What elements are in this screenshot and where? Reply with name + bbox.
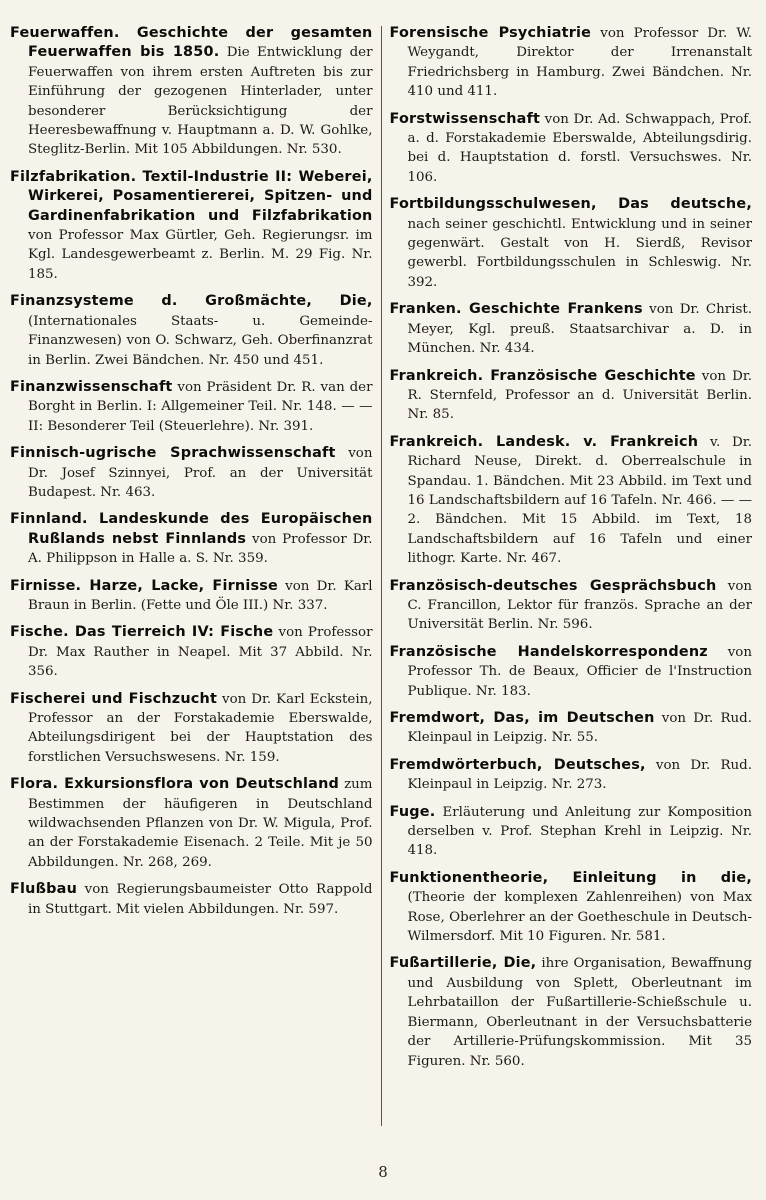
- catalog-entry: [10, 775, 373, 872]
- entry-heading: Fortbildungsschulwesen, Das deutsche,: [389, 196, 752, 213]
- entry-text: von Regierungsbaumeister Otto Rappold in Stuttgart. Mit vielen Abbildungen. Nr. 597.: [28, 882, 373, 917]
- entry-text: (Theorie der komplexen Zahlenreihen) von Max Rose, Oberlehrer an der Goetheschule in Deutsch-Wilmersdorf. Mit 10 Figuren. Nr. 581.: [407, 890, 752, 945]
- two-column-layout: [10, 24, 752, 1142]
- entry-heading: Franken. Geschichte Frankens: [389, 301, 643, 318]
- entry-heading: Fuge.: [389, 803, 436, 820]
- catalog-entry: [390, 433, 753, 569]
- entry-heading: Französisch-deutsches Gesprächsbuch: [389, 577, 717, 594]
- entry-text: Die Entwicklung der Feuerwaffen von ihrem ersten Auftreten bis zur Einführung der gezogenen Hinterlader, unter besonderer Berücksichtigung der Heeresbewaffnung v. Hauptmann a. D. W. Gohlke, Steglitz-Berlin. Mit 105 Abbildungen. Nr. 530.: [28, 45, 373, 158]
- catalog-entry: [10, 378, 373, 436]
- catalog-entry: [390, 756, 753, 795]
- entry-text: von Dr. Karl Eckstein, Professor an der Forstakademie Eberswalde, Abteilungsdirigent bei der Hauptstation des forstlichen Versuchswesens. Nr. 159.: [28, 691, 373, 765]
- entry-heading: Fischerei und Fischzucht: [10, 690, 218, 707]
- entry-text: von Dr. Rud. Kleinpaul in Leipzig. Nr. 55.: [407, 711, 752, 746]
- page-number: 8: [378, 1163, 388, 1181]
- catalog-entry: [390, 110, 753, 188]
- entry-text: von Professor Th. de Beaux, Officier de l'Instruction Publique. Nr. 183.: [407, 644, 752, 699]
- entry-heading: Forstwissenschaft: [389, 110, 541, 127]
- catalog-entry: [390, 869, 753, 947]
- left-column: [10, 24, 381, 927]
- entry-text: von Dr. Karl Braun in Berlin. (Fette und Öle III.) Nr. 337.: [28, 578, 373, 613]
- entry-heading: Französische Handelskorrespondenz: [389, 643, 708, 660]
- entry-text: Erläuterung und Anleitung zur Komposition derselben v. Prof. Stephan Krehl in Leipzig. Nr. 418.: [407, 804, 752, 859]
- entry-heading: Finnisch-ugrische Sprachwissenschaft: [10, 445, 336, 462]
- catalog-entry: [390, 195, 753, 292]
- catalog-entry: [10, 577, 373, 616]
- entry-heading: Finnland. Landeskunde des Europäischen Rußlands nebst Finnlands: [10, 511, 373, 547]
- entry-heading: Feuerwaffen. Geschichte der gesamten Feuerwaffen bis 1850.: [10, 25, 373, 61]
- entry-text: von Professor Dr. Max Rauther in Neapel. Mit 37 Abbild. Nr. 356.: [28, 625, 373, 680]
- entry-heading: Fremdwort, Das, im Deutschen: [389, 710, 655, 726]
- entry-text: von Dr. Christ. Meyer, Kgl. preuß. Staatsarchivar a. D. in München. Nr. 434.: [407, 302, 752, 357]
- catalog-entry: [390, 300, 753, 358]
- catalog-entry: [10, 292, 373, 370]
- catalog-entry: [390, 803, 753, 861]
- catalog-entry: [10, 690, 373, 768]
- entry-text: nach seiner geschichtl. Entwicklung und in seiner gegenwärt. Gestalt von H. Sierdß, Revisor gewerbl. Fortbildungsschulen in Schleswig. Nr. 392.: [407, 216, 752, 290]
- catalog-entry: [390, 24, 753, 102]
- catalog-entry: [390, 577, 753, 635]
- entry-text: von Professor Max Gürtler, Geh. Regierungsr. im Kgl. Landesgewerbeamt z. Berlin. M. 29 Fig. Nr. 185.: [28, 228, 373, 282]
- entry-heading: Flußbau: [10, 881, 78, 898]
- entry-heading: Filzfabrikation. Textil-Industrie II: Weberei, Wirkerei, Posamentiererei, Spitzen- und Gardinenfabrikation und Filzfabrikation: [10, 168, 373, 224]
- entry-text: von Dr. Ad. Schwappach, Prof. a. d. Forstakademie Eberswalde, Abteilungsdirig. bei d. Hauptstation d. forstl. Versuchswes. Nr. 106.: [407, 111, 752, 185]
- catalog-entry: [10, 444, 373, 502]
- entry-text: von Dr. R. Sternfeld, Professor an d. Universität Berlin. Nr. 85.: [407, 368, 752, 423]
- entry-text: von Präsident Dr. R. van der Borght in Berlin. I: Allgemeiner Teil. Nr. 148. — — II: Besonderer Teil (Steuerlehre). Nr. 391.: [28, 379, 373, 434]
- entry-heading: Fremdwörterbuch, Deutsches,: [389, 756, 646, 773]
- entry-text: zum Bestimmen der häufigeren in Deutschland wildwachsenden Pflanzen von Dr. W. Migula, Prof. an der Forstakademie Eisenach. 2 Teile. Mit je 50 Abbildungen. Nr. 268, 269.: [28, 777, 373, 870]
- right-column: [382, 24, 753, 1079]
- catalog-entry: [10, 168, 373, 284]
- entry-heading: Frankreich. Landesk. v. Frankreich: [389, 433, 699, 450]
- catalog-entry: [390, 367, 753, 425]
- entry-heading: Firnisse. Harze, Lacke, Firnisse: [10, 577, 278, 594]
- catalog-entry: [10, 510, 373, 568]
- entry-heading: Fußartillerie, Die,: [389, 955, 537, 972]
- entry-text: von Professor Dr. A. Philippson in Halle a. S. Nr. 359.: [28, 531, 373, 567]
- entry-text: von C. Francillon, Lektor für französ. Sprache an der Universität Berlin. Nr. 596.: [407, 578, 752, 633]
- catalog-entry: [390, 643, 753, 701]
- entry-text: ihre Organisation, Bewaffnung und Ausbildung von Splett, Oberleutnant im Lehrbataillon der Fußartillerie-Schießschule u. Biermann, Oberleutnant in der Versuchsbatterie der Artillerie-Prüfungskommission. Mit 35 Figuren. Nr. 560.: [407, 956, 752, 1069]
- catalog-entry: [10, 880, 373, 919]
- entry-text: von Professor Dr. W. Weygandt, Direktor der Irrenanstalt Friedrichsberg in Hamburg. Zwei Bändchen. Nr. 410 und 411.: [407, 26, 752, 100]
- catalog-entry: [390, 954, 753, 1070]
- catalog-entry: [10, 623, 373, 681]
- entry-heading: Flora. Exkursionsflora von Deutschland: [10, 776, 340, 793]
- entry-heading: Funktionentheorie, Einleitung in die,: [389, 869, 752, 886]
- entry-heading: Frankreich. Französische Geschichte: [389, 367, 696, 384]
- entry-text: v. Dr. Richard Neuse, Direkt. d. Oberrealschule in Spandau. 1. Bändchen. Mit 23 Abbild. im Text und 16 Landschaftsbildern auf 16 Tafeln. Nr. 466. — — 2. Bändchen. Mit 15 Abbild. im Text, 18 Landschaftsbildern auf 16 Tafeln und einer lithogr. Karte. Nr. 467.: [407, 434, 752, 567]
- entry-heading: Finanzwissenschaft: [10, 378, 173, 395]
- entry-text: (Internationales Staats- u. Gemeinde-Finanzwesen) von O. Schwarz, Geh. Oberfinanzrat in Berlin. Zwei Bändchen. Nr. 450 und 451.: [28, 313, 373, 368]
- entry-heading: Finanzsysteme d. Großmächte, Die,: [10, 293, 373, 310]
- entry-text: von Dr. Josef Szinnyei, Prof. an der Universität Budapest. Nr. 463.: [28, 446, 373, 500]
- entry-heading: Forensische Psychiatrie: [389, 25, 592, 41]
- entry-heading: Fische. Das Tierreich IV: Fische: [10, 624, 274, 641]
- catalog-entry: [390, 709, 753, 748]
- entry-text: von Dr. Rud. Kleinpaul in Leipzig. Nr. 273.: [407, 757, 752, 793]
- catalog-entry: [10, 24, 373, 160]
